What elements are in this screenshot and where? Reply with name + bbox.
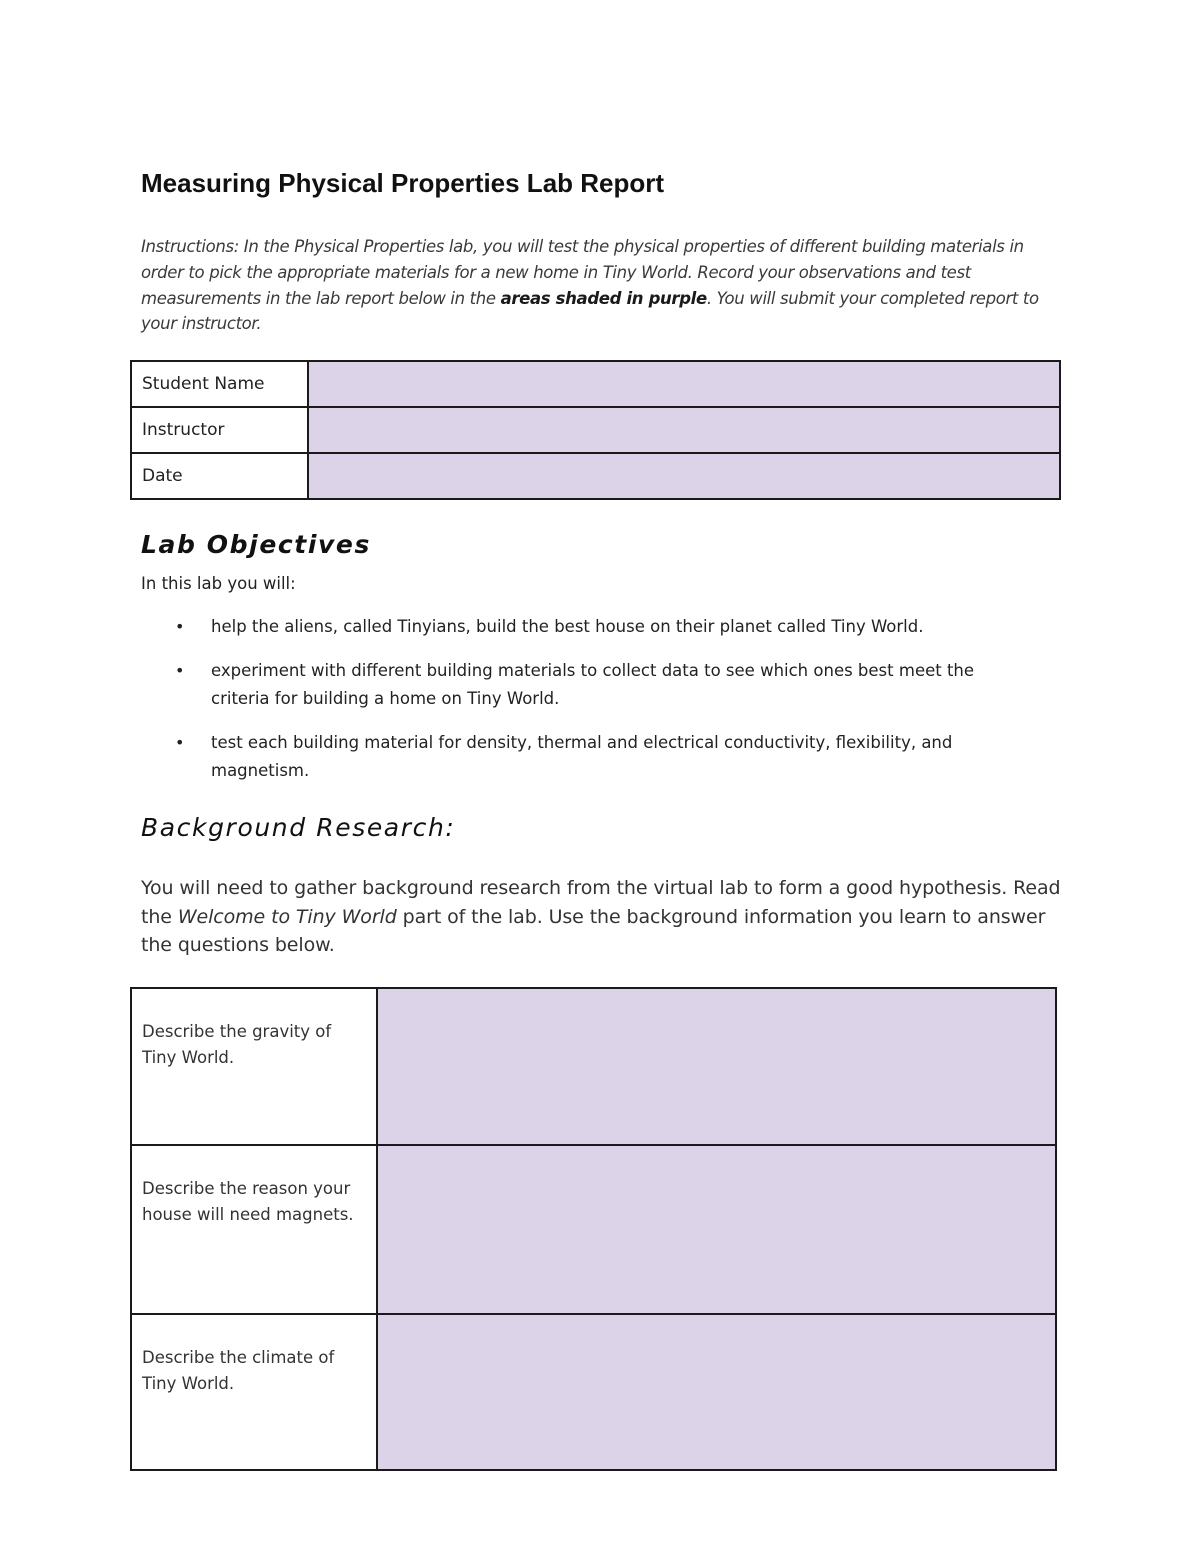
bullet-icon: • [175,660,185,680]
question-text: Describe the reason your house will need magnets. [142,1179,354,1224]
student-info-table [130,360,1061,500]
question-text: Describe the gravity of Tiny World. [142,1022,332,1067]
info-row-student-name [131,361,1060,407]
list-item [141,657,1021,714]
objective-text: experiment with different building materials to collect data to see which ones best meet the criteria for building a home on Tiny World. [211,660,975,708]
list-item [141,613,1021,642]
instructor-field[interactable] [308,407,1060,453]
climate-answer-field[interactable] [377,1314,1056,1470]
lab-objectives-heading: Lab Objectives [141,530,371,559]
info-row-date [131,453,1060,499]
background-research-paragraph [141,874,1061,960]
objectives-list [141,613,1021,801]
instructions-paragraph [141,234,1061,337]
student-name-field[interactable] [308,361,1060,407]
magnets-answer-field[interactable] [377,1145,1056,1314]
date-field[interactable] [308,453,1060,499]
objective-text: test each building material for density, thermal and electrical conductivity, flexibility, and magnetism. [211,732,953,780]
instructions-text-end: . You will submit your completed report to your instructor. [141,288,1039,334]
list-item [141,729,1021,786]
instructions-bold-phrase: areas shaded in purple [500,288,707,308]
document-title: Measuring Physical Properties Lab Report [141,168,665,198]
instructions-text-start: Instructions: In the Physical Properties lab, you will test the physical properties of different building materials in order to pick the appropriate materials for a new home in Tiny World. Record your observations and test measurements in the lab report below in the [141,237,1024,308]
research-italic-phrase: Welcome to Tiny World [177,905,397,928]
info-label: Date [131,453,308,499]
research-text-end: part of the lab. Use the background information you learn to answer the questions below. [141,905,1046,956]
question-label [131,1145,377,1314]
question-text: Describe the climate of Tiny World. [142,1348,335,1393]
question-label [131,1314,377,1470]
bullet-icon: • [175,732,185,752]
info-label: Student Name [131,361,308,407]
info-label: Instructor [131,407,308,453]
objective-text: help the aliens, called Tinyians, build the best house on their planet called Tiny World. [211,617,924,636]
research-text-start: You will need to gather background research from the virtual lab to form a good hypothesis. Read the [141,877,1061,928]
question-row-gravity [131,988,1056,1145]
question-row-climate [131,1314,1056,1470]
background-questions-table [130,987,1057,1471]
question-row-magnets [131,1145,1056,1314]
background-research-heading: Background Research: [141,813,456,842]
question-label [131,988,377,1145]
bullet-icon: • [175,617,185,636]
gravity-answer-field[interactable] [377,988,1056,1145]
objectives-intro: In this lab you will: [141,574,296,593]
info-row-instructor [131,407,1060,453]
